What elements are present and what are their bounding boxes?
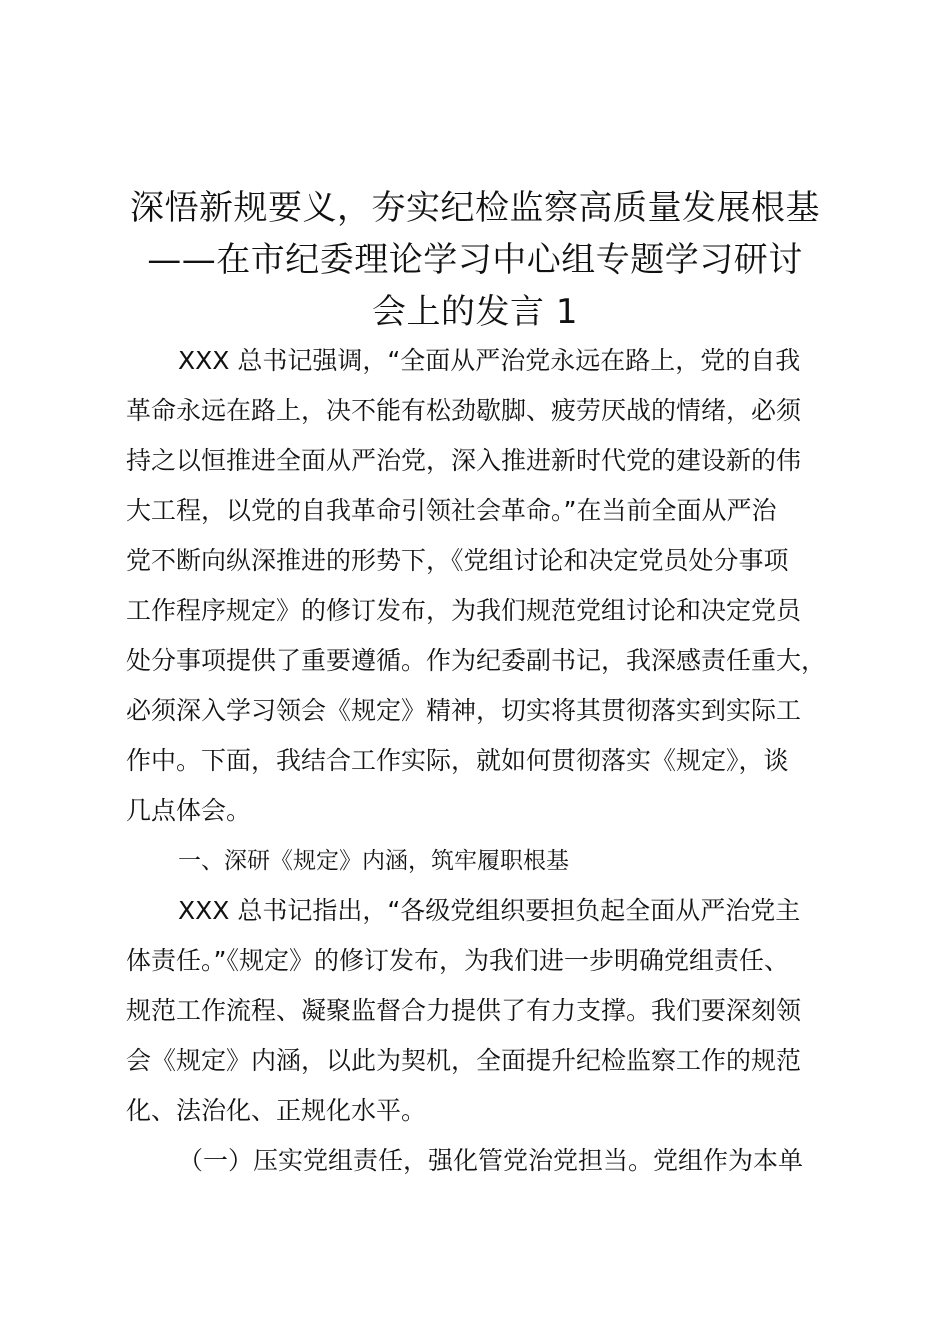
text-line: XXX 总书记强调，“全面从严治党永远在路上，党的自我 [178,346,801,375]
text-line: 会《规定》内涵，以此为契机，全面提升纪检监察工作的规范 [126,1046,802,1075]
text-line: 体责任。”《规定》的修订发布，为我们进一步明确党组责任、 [126,946,789,975]
text-line: 处分事项提供了重要遵循。作为纪委副书记，我深感责任重大， [126,646,827,675]
text-line: （一）压实党组责任，强化管党治党担当。党组作为本单 [178,1146,804,1175]
title-line-3: 会上的发言 1 [372,292,578,332]
paragraph-subsection1 [126,1136,846,1186]
title-line-1: 深悟新规要义，夯实纪检监察高质量发展根基 [130,188,820,228]
title-line-2: ——在市纪委理论学习中心组专题学习研讨 [147,240,803,280]
document-title [110,182,840,338]
text-line: 大工程，以党的自我革命引领社会革命。”在当前全面从严治 [126,496,777,525]
text-line: 规范工作流程、凝聚监督合力提供了有力支撑。我们要深刻领 [126,996,802,1025]
text-line: 持之以恒推进全面从严治党，深入推进新时代党的建设新的伟 [126,446,802,475]
text-line: 工作程序规定》的修订发布，为我们规范党组讨论和决定党员 [126,596,802,625]
paragraph-section1 [126,886,846,1136]
text-line: 作中。下面，我结合工作实际，就如何贯彻落实《规定》，谈 [126,746,789,775]
text-line: 党不断向纵深推进的形势下，《党组讨论和决定党员处分事项 [126,546,789,575]
text-line: 必须深入学习领会《规定》精神，切实将其贯彻落实到实际工 [126,696,802,725]
text-line: 化、法治化、正规化水平。 [126,1096,427,1125]
text-line: XXX 总书记指出，“各级党组织要担负起全面从严治党主 [178,896,801,925]
text-line: 几点体会。 [126,796,252,825]
document-body [126,336,846,1186]
section-heading-1: 一、深研《规定》内涵，筑牢履职根基 [178,848,569,874]
text-line: 革命永远在路上，决不能有松劲歇脚、疲劳厌战的情绪，必须 [126,396,802,425]
paragraph-intro [126,336,846,836]
